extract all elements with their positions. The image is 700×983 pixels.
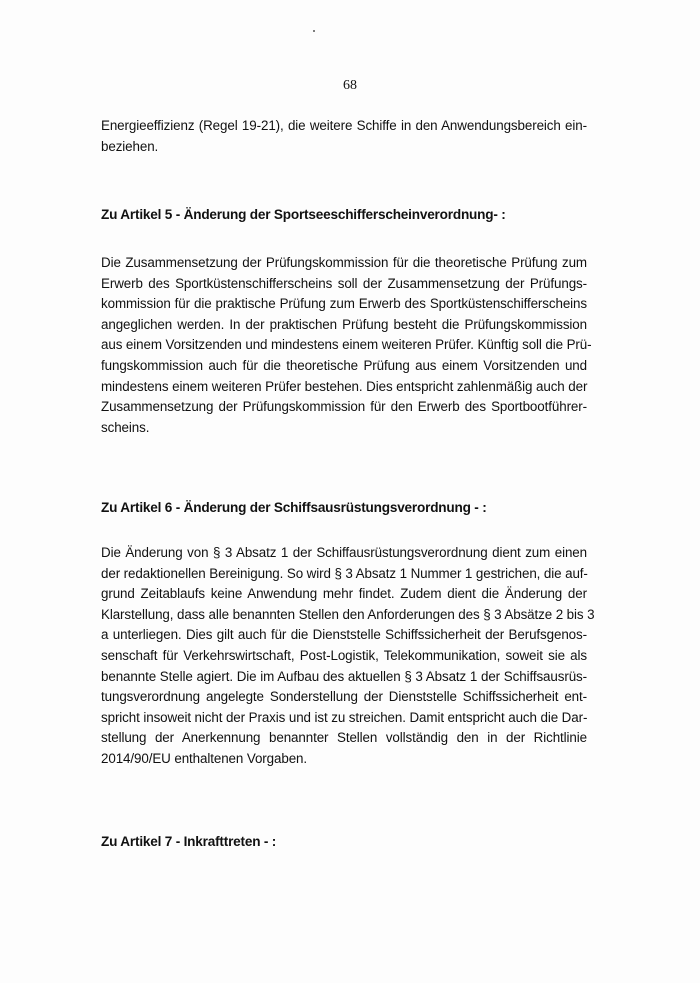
page-number: 68: [343, 78, 357, 93]
scan-speck: [313, 30, 315, 32]
section-paragraph-artikel-5: [101, 253, 592, 438]
section-heading-artikel-7: Zu Artikel 7 - Inkrafttreten - :: [101, 834, 277, 849]
paragraph-line: der redaktionellen Bereinigung. So wird § 3 Absatz 1 Nummer 1 gestrichen, die auf-: [101, 565, 588, 581]
paragraph-line: 2014/90/EU enthaltenen Vorgaben.: [101, 750, 308, 766]
paragraph-line: benannte Stelle agiert. Die im Aufbau des aktuellen § 3 Absatz 1 der Schiffsausrüs-: [101, 668, 587, 684]
paragraph-line: scheins.: [101, 419, 150, 435]
paragraph-line: senschaft für Verkehrswirtschaft, Post-Logistik, Telekommunikation, soweit sie als: [101, 647, 587, 663]
paragraph-line: Erwerb des Sportküstenschifferscheins soll der Zusammensetzung der Prüfungs-: [101, 275, 587, 291]
paragraph-line: grund Zeitablaufs keine Anwendung mehr findet. Zudem dient die Änderung der: [101, 586, 587, 602]
paragraph-line: tungsverordnung angelegte Sonderstellung der Dienststelle Schiffssicherheit ent-: [101, 689, 587, 705]
paragraph-line: angeglichen werden. In der praktischen Prüfung besteht die Prüfungskommission: [101, 316, 587, 332]
paragraph-line: Die Änderung von § 3 Absatz 1 der Schiffausrüstungsverordnung dient zum einen: [101, 545, 587, 560]
paragraph-line: Energieeffizienz (Regel 19-21), die weitere Schiffe in den Anwendungsbereich ein-: [101, 118, 587, 133]
paragraph-line: spricht insoweit nicht der Praxis und ist zu streichen. Damit entspricht auch die Dar-: [101, 709, 588, 725]
paragraph-line: aus einem Vorsitzenden und mindestens einem weiteren Prüfer. Künftig soll die Prü-: [101, 337, 592, 353]
intro-paragraph: [101, 116, 587, 157]
paragraph-line: a unterliegen. Dies gilt auch für die Dienststelle Schiffssicherheit der Berufsgenos-: [101, 627, 587, 643]
section-heading-artikel-5: Zu Artikel 5 - Änderung der Sportseeschifferscheinverordnung- :: [101, 207, 506, 222]
paragraph-line: Die Zusammensetzung der Prüfungskommission für die theoretische Prüfung zum: [101, 255, 587, 270]
section-heading-artikel-6: Zu Artikel 6 - Änderung der Schiffsausrüstungsverordnung - :: [101, 500, 487, 515]
section-paragraph-artikel-6: [101, 543, 595, 770]
paragraph-line: kommission für die praktische Prüfung zum Erwerb des Sportküstenschifferscheins: [101, 296, 587, 312]
paragraph-line: mindestens einem weiteren Prüfer bestehen. Dies entspricht zahlenmäßig auch der: [101, 378, 588, 394]
paragraph-line: Klarstellung, dass alle benannten Stellen den Anforderungen des § 3 Absätze 2 bis 3: [101, 606, 595, 622]
paragraph-line: Zusammensetzung der Prüfungskommission für den Erwerb des Sportbootführer-: [101, 399, 587, 415]
paragraph-line: stellung der Anerkennung benannter Stellen vollständig den in der Richtlinie: [101, 730, 587, 746]
paragraph-line: beziehen.: [101, 138, 159, 154]
paragraph-line: fungskommission auch für die theoretische Prüfung aus einem Vorsitzenden und: [101, 357, 587, 373]
